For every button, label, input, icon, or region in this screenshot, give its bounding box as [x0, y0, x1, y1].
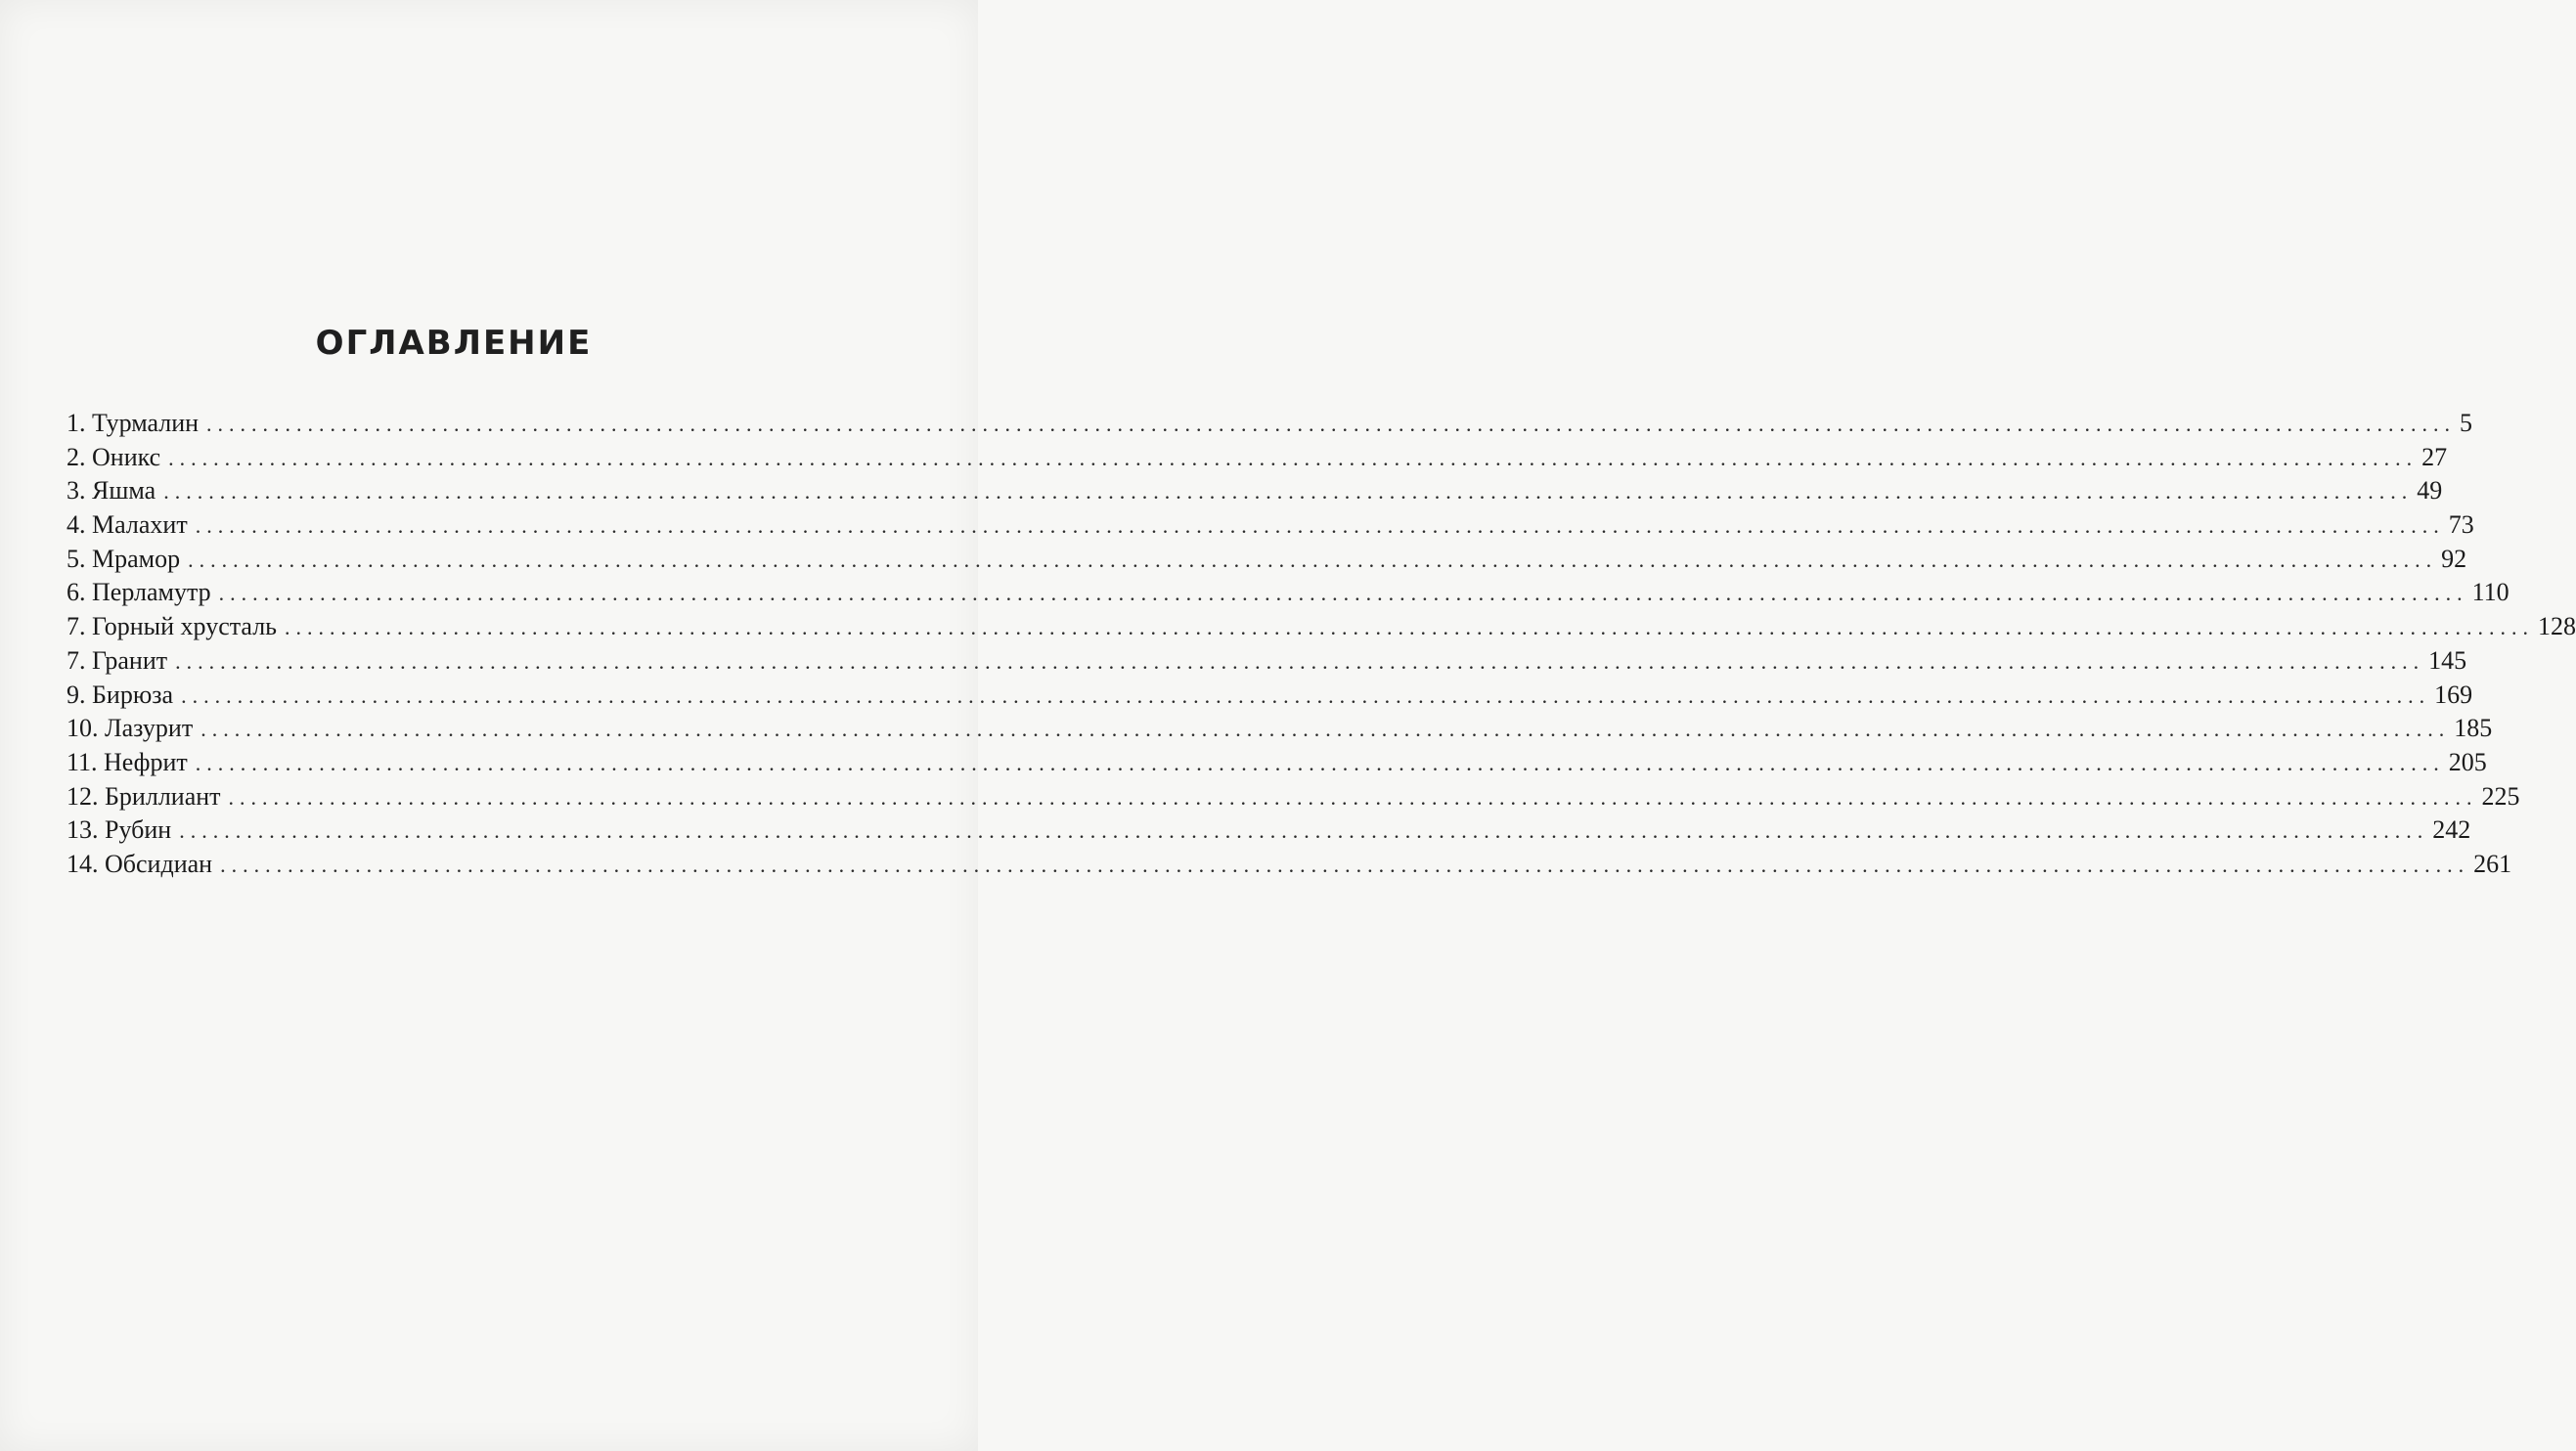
toc-entry-page: 225	[2481, 781, 2520, 811]
dot-leader: ........................................................................................................................................................................................................	[200, 717, 2451, 742]
toc-entry-page: 185	[2454, 714, 2493, 743]
toc-entry-label: 7. Горный хрусталь	[67, 612, 278, 641]
toc-entry	[67, 644, 2467, 679]
toc-entry	[67, 746, 2487, 780]
toc-entry-page: 261	[2473, 849, 2512, 878]
toc-entry-page: 145	[2428, 645, 2467, 675]
toc-entry-label: 4. Малахит	[67, 510, 188, 540]
dot-leader: ........................................................................................................................................................................................................	[220, 852, 2470, 877]
toc-entry-label: 7. Гранит	[67, 645, 168, 675]
toc-entry-page: 27	[2421, 442, 2448, 471]
toc-entry	[67, 712, 2493, 746]
toc-entry	[67, 407, 2473, 441]
dot-leader: ........................................................................................................................................................................................................	[285, 615, 2535, 640]
toc-entry-page: 73	[2448, 510, 2474, 540]
toc-entry	[67, 813, 2471, 848]
toc-entry-page: 92	[2441, 544, 2467, 573]
dot-leader: ........................................................................................................................................................................................................	[206, 412, 2457, 436]
dot-leader: ........................................................................................................................................................................................................	[179, 818, 2429, 844]
toc-title: ОГЛАВЛЕНИЕ	[315, 323, 593, 363]
dot-leader: ........................................................................................................................................................................................................	[218, 581, 2468, 606]
toc-list	[67, 407, 2576, 882]
toc-entry-label: 2. Оникс	[67, 442, 161, 471]
toc-entry-page: 49	[2417, 476, 2443, 506]
toc-entry	[67, 508, 2474, 543]
toc-entry	[67, 474, 2443, 508]
dot-leader: ........................................................................................................................................................................................................	[188, 547, 2438, 572]
toc-entry-page: 205	[2448, 747, 2487, 776]
dot-leader: ........................................................................................................................................................................................................	[195, 513, 2445, 539]
toc-entry	[67, 441, 2448, 475]
toc-entry-label: 5. Мрамор	[67, 544, 181, 573]
toc-entry-label: 10. Лазурит	[67, 714, 194, 743]
toc-entry	[67, 543, 2467, 577]
toc-entry-label: 3. Яшма	[67, 476, 156, 506]
toc-entry-label: 12. Бриллиант	[67, 781, 221, 811]
dot-leader: ........................................................................................................................................................................................................	[168, 445, 2419, 470]
toc-entry	[67, 780, 2520, 814]
dot-leader: ........................................................................................................................................................................................................	[181, 682, 2431, 708]
toc-entry-page: 128	[2538, 612, 2576, 641]
toc-entry-label: 11. Нефрит	[67, 747, 188, 776]
toc-entry-label: 1. Турмалин	[67, 409, 200, 437]
toc-entry-page: 5	[2460, 409, 2473, 437]
dot-leader: ........................................................................................................................................................................................................	[195, 750, 2445, 775]
dot-leader: ........................................................................................................................................................................................................	[163, 479, 2414, 505]
dot-leader: ........................................................................................................................................................................................................	[175, 648, 2425, 674]
toc-entry-page: 242	[2432, 815, 2471, 845]
toc-entry-page: 169	[2434, 680, 2473, 709]
toc-entry	[67, 576, 2509, 610]
toc-entry-label: 6. Перламутр	[67, 578, 211, 607]
toc-entry-label: 9. Бирюза	[67, 680, 174, 709]
toc-entry	[67, 610, 2576, 644]
toc-entry-label: 14. Обсидиан	[67, 849, 213, 878]
toc-entry	[67, 848, 2512, 882]
toc-entry-label: 13. Рубин	[67, 815, 172, 845]
toc-entry-page: 110	[2471, 578, 2509, 607]
toc-entry	[67, 679, 2473, 713]
dot-leader: ........................................................................................................................................................................................................	[228, 784, 2478, 810]
